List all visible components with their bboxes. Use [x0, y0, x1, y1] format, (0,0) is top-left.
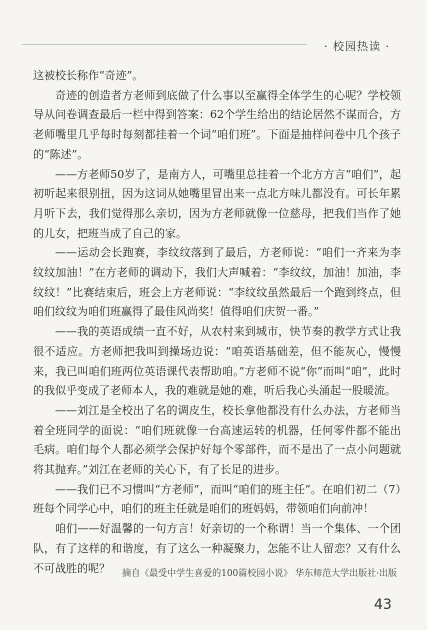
article-body [33, 66, 401, 578]
paragraph: ——运动会长跑赛，李纹纹落到了最后，方老师说：“咱们一齐来为李纹纹加油！”在方老师的调动下，我们大声喊着：“李纹纹，加油！加油，李纹纹！”比赛结束后，班会上方老师说：“李纹纹虽然最后一个跑到终点，但咱们纹纹为咱们班赢得了最佳风尚奖！值得咱们庆贺一番。” [33, 246, 401, 319]
section-title: · 校园热读 · [324, 40, 390, 53]
paragraph: 这被校长称作“奇迹”。 [33, 69, 144, 82]
paragraph: ——我们已不习惯叫“方老师”，而叫“咱们的班主任”。在咱们初二（7）班每个同学心中，咱们的班主任就是咱们的班妈妈，带领咱们向前冲！ [33, 482, 401, 516]
paragraph: ——我的英语成绩一直不好，从农村来到城市，快节奏的教学方式让我很不适应。方老师把我叫到操场边说：“咱英语基础差，但不能灰心，慢慢来，我已叫咱们班两位英语课代表帮助咱。”方老师不说“你”而叫“咱”，此时的我似乎变成了老师本人，我的难就是她的难，听后我心头涌起一股暖流。 [33, 325, 401, 398]
paragraph: 咱们——好温馨的一句方言！好亲切的一个称谓！当一个集体、一个团队，有了这样的和谐度，有了这么一种凝聚力，怎能不让人留恋？又有什么不可战胜的呢？ [33, 522, 401, 575]
header-bar [312, 35, 402, 57]
paragraph: 奇迹的创造者方老师到底做了什么事以至赢得全体学生的心呢？学校领导从问卷调查最后一栏中得到答案：62个学生给出的结论居然不谋而合，方老师嘴里几乎每时每刻都挂着一个词“咱们班”。下面是抽样问卷中几个孩子的“陈述”。 [33, 88, 401, 161]
source-note: 摘自《最受中学生喜爱的100篇校园小说》 华东师范大学出版社·出版 [122, 569, 397, 579]
header-rule [22, 44, 307, 45]
paragraph: ——刘江是全校出了名的调皮生，校长拿他都没有什么办法，方老师当着全班同学的面说：“咱们班就像一台高速运转的机器，任何零件都不能出毛病。咱们每个人都必须学会保护好每个零部件，而不是出了一点小问题就将其抛弃。”刘江在老师的关心下，有了长足的进步。 [33, 403, 401, 477]
page-number: 43 [374, 597, 392, 613]
paragraph: ——方老师50岁了，是南方人，可嘴里总挂着一个北方方言“咱们”，起初听起来很别扭，因为这词从她嘴里冒出来一点北方味儿都没有。可长年累月听下去，我们觉得那么亲切，因为方老师就像一位慈母，把我们当作了她的儿女，把班当成了自己的家。 [33, 167, 401, 240]
